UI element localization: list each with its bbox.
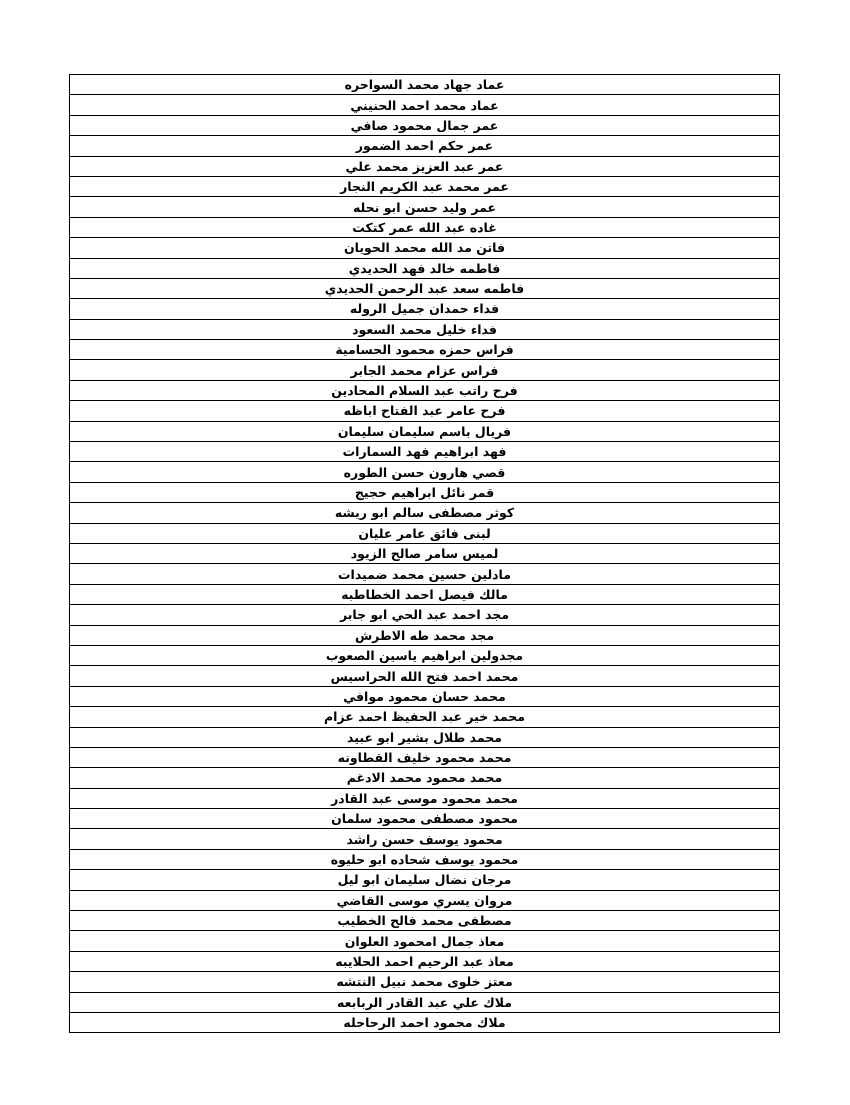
name-cell: محمود مصطفى محمود سلمان (70, 809, 780, 829)
table-row (70, 992, 780, 1012)
table-row (70, 462, 780, 482)
name-cell: محمود يوسف حسن راشد (70, 829, 780, 849)
name-cell: فرح راتب عبد السلام المحادين (70, 380, 780, 400)
table-row (70, 360, 780, 380)
name-cell: ملاك علي عبد القادر الربابعه (70, 992, 780, 1012)
name-cell: فريال باسم سليمان سليمان (70, 421, 780, 441)
table-row (70, 829, 780, 849)
name-cell: فهد ابراهيم فهد السمارات (70, 442, 780, 462)
name-cell: عمر جمال محمود صافي (70, 115, 780, 135)
name-cell: محمد محمود محمد الادغم (70, 768, 780, 788)
name-cell: قمر نائل ابراهيم حجيج (70, 482, 780, 502)
table-row (70, 849, 780, 869)
table-row (70, 401, 780, 421)
name-cell: عماد جهاد محمد السواحره (70, 75, 780, 95)
name-cell: محمد طلال بشير ابو عبيد (70, 727, 780, 747)
table-row (70, 421, 780, 441)
table-row (70, 931, 780, 951)
table-row (70, 238, 780, 258)
table-row (70, 197, 780, 217)
name-cell: قصي هارون حسن الطوره (70, 462, 780, 482)
name-cell: محمد خير عبد الحفيظ احمد عزام (70, 707, 780, 727)
table-row (70, 972, 780, 992)
table-row (70, 625, 780, 645)
table-row (70, 217, 780, 237)
table-row (70, 666, 780, 686)
table-row (70, 605, 780, 625)
table-row (70, 809, 780, 829)
table-row (70, 645, 780, 665)
name-cell: فاطمه سعد عبد الرحمن الحديدي (70, 278, 780, 298)
name-cell: غاده عبد الله عمر كتكت (70, 217, 780, 237)
table-row (70, 951, 780, 971)
table-row (70, 340, 780, 360)
name-cell: فراس عزام محمد الجابر (70, 360, 780, 380)
name-cell: معتز خلوى محمد نبيل النتشه (70, 972, 780, 992)
table-row (70, 299, 780, 319)
table-row (70, 156, 780, 176)
table-row (70, 564, 780, 584)
name-cell: مجد محمد طه الاطرش (70, 625, 780, 645)
table-row (70, 136, 780, 156)
name-cell: مالك فيصل احمد الخطاطبه (70, 584, 780, 604)
table-row (70, 319, 780, 339)
table-row (70, 75, 780, 95)
name-cell: عمر عبد العزيز محمد علي (70, 156, 780, 176)
table-row (70, 747, 780, 767)
table-row (70, 890, 780, 910)
name-cell: فرح عامر عبد الفتاح اباظه (70, 401, 780, 421)
name-cell: مجدولين ابراهيم ياسين الصعوب (70, 645, 780, 665)
name-cell: مجد احمد عبد الحي ابو جابر (70, 605, 780, 625)
name-cell: فاطمه خالد فهد الحديدي (70, 258, 780, 278)
name-cell: فاتن مد الله محمد الحويان (70, 238, 780, 258)
name-cell: كوثر مصطفى سالم ابو ريشه (70, 503, 780, 523)
table-row (70, 503, 780, 523)
table-row (70, 686, 780, 706)
name-cell: لميس سامر صالح الزيود (70, 543, 780, 563)
table-row (70, 95, 780, 115)
table-row (70, 278, 780, 298)
table-row (70, 911, 780, 931)
name-cell: محمد حسان محمود موافي (70, 686, 780, 706)
name-cell: عمر وليد حسن ابو نحله (70, 197, 780, 217)
name-cell: لبنى فائق عامر عليان (70, 523, 780, 543)
table-row (70, 727, 780, 747)
name-cell: محمد احمد فتح الله الحراسيس (70, 666, 780, 686)
name-cell: معاذ عبد الرحيم احمد الحلايبه (70, 951, 780, 971)
table-row (70, 707, 780, 727)
table-row (70, 1012, 780, 1032)
name-cell: مادلين حسين محمد ضميدات (70, 564, 780, 584)
table-row (70, 176, 780, 196)
name-cell: عمر محمد عبد الكريم النجار (70, 176, 780, 196)
name-cell: فراس حمزه محمود الحسامية (70, 340, 780, 360)
table-row (70, 115, 780, 135)
name-cell: فداء خليل محمد السعود (70, 319, 780, 339)
name-cell: محمد محمود خليف القطاونه (70, 747, 780, 767)
table-row (70, 788, 780, 808)
table-row (70, 523, 780, 543)
name-cell: مروان يسري موسى القاضي (70, 890, 780, 910)
names-table-body (70, 75, 780, 1033)
table-row (70, 442, 780, 462)
table-row (70, 584, 780, 604)
table-row (70, 768, 780, 788)
name-cell: عمر حكم احمد الضمور (70, 136, 780, 156)
table-row (70, 482, 780, 502)
name-cell: ملاك محمود احمد الرحاحله (70, 1012, 780, 1032)
table-row (70, 543, 780, 563)
name-cell: معاذ جمال امحمود العلوان (70, 931, 780, 951)
table-row (70, 258, 780, 278)
table-row (70, 380, 780, 400)
name-cell: فداء حمدان جميل الروله (70, 299, 780, 319)
name-cell: مصطفى محمد فالح الخطيب (70, 911, 780, 931)
table-row (70, 870, 780, 890)
names-table (69, 74, 780, 1033)
name-cell: محمود يوسف شحاده ابو حليوه (70, 849, 780, 869)
name-cell: عماد محمد احمد الحنيني (70, 95, 780, 115)
name-cell: محمد محمود موسى عبد القادر (70, 788, 780, 808)
name-cell: مرجان نضال سليمان ابو ليل (70, 870, 780, 890)
